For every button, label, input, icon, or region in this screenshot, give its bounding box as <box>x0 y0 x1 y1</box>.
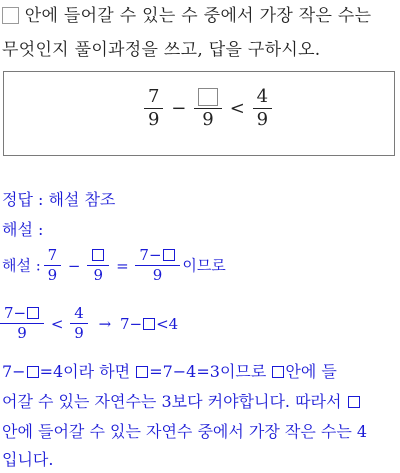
less-than-sign: < <box>229 98 245 119</box>
question-text-1: 안에 들어갈 수 있는 수 중에서 가장 작은 수는 <box>24 6 372 26</box>
question-line-1 <box>2 6 371 26</box>
step1-fraction-box-9: 9 <box>89 248 107 283</box>
blank-box-icon <box>136 366 148 378</box>
step2-fraction-4-9: $\frac{4}{9}$ <box>72 306 86 341</box>
solution-paragraph-line-1: 7− =4이라 하면 =7−4=3이므로 안에 들 <box>2 362 337 381</box>
step1-fraction-7-minus-box-9: $\frac{7-}{9}$ <box>137 248 177 283</box>
fraction-4-9: $\frac{4}{9}$ <box>255 88 270 129</box>
blank-box-icon <box>348 396 360 408</box>
answer-box-icon <box>2 7 19 24</box>
solution-step-2: $\frac{7-}{9}$ < $\frac{4}{9}$ → 7− <4 <box>2 306 178 341</box>
solution-paragraph-line-3: 안에 들어갈 수 있는 자연수 중에서 가장 작은 수는 4 <box>2 422 368 441</box>
explain-label: 해설 : <box>2 220 44 239</box>
blank-box-icon <box>272 366 284 378</box>
problem-frame <box>3 71 395 156</box>
blank-box-icon <box>27 366 39 378</box>
blank-box-icon <box>27 307 39 319</box>
blank-box-icon <box>143 318 155 330</box>
blank-box-icon <box>163 249 175 261</box>
blank-box-icon <box>198 88 218 106</box>
solution-step-1: 해설 : $\frac{7}{9}$ − 9 = $\frac{7-}{9}$ 이므로 <box>2 246 226 284</box>
solution-paragraph-line-2: 어갈 수 있는 자연수는 3보다 커야합니다. 따라서 <box>2 392 361 412</box>
step2-fraction-7-minus-box-9: $\frac{7-}{9}$ <box>2 306 42 341</box>
solution-paragraph-line-4: 입니다. <box>2 450 54 469</box>
fraction-box-9: 9 <box>196 88 220 129</box>
problem-inequality <box>146 88 270 129</box>
question-text-2: 무엇인지 풀이과정을 쓰고, 답을 구하시오. <box>2 40 321 60</box>
blank-box-icon <box>92 249 104 261</box>
fraction-7-9: $\frac{7}{9}$ <box>146 88 161 129</box>
question-line-2 <box>2 40 321 60</box>
minus-sign: − <box>171 98 187 119</box>
step1-fraction-7-9: $\frac{7}{9}$ <box>46 248 60 283</box>
answer-line: 정답 : 해설 참조 <box>2 190 116 209</box>
